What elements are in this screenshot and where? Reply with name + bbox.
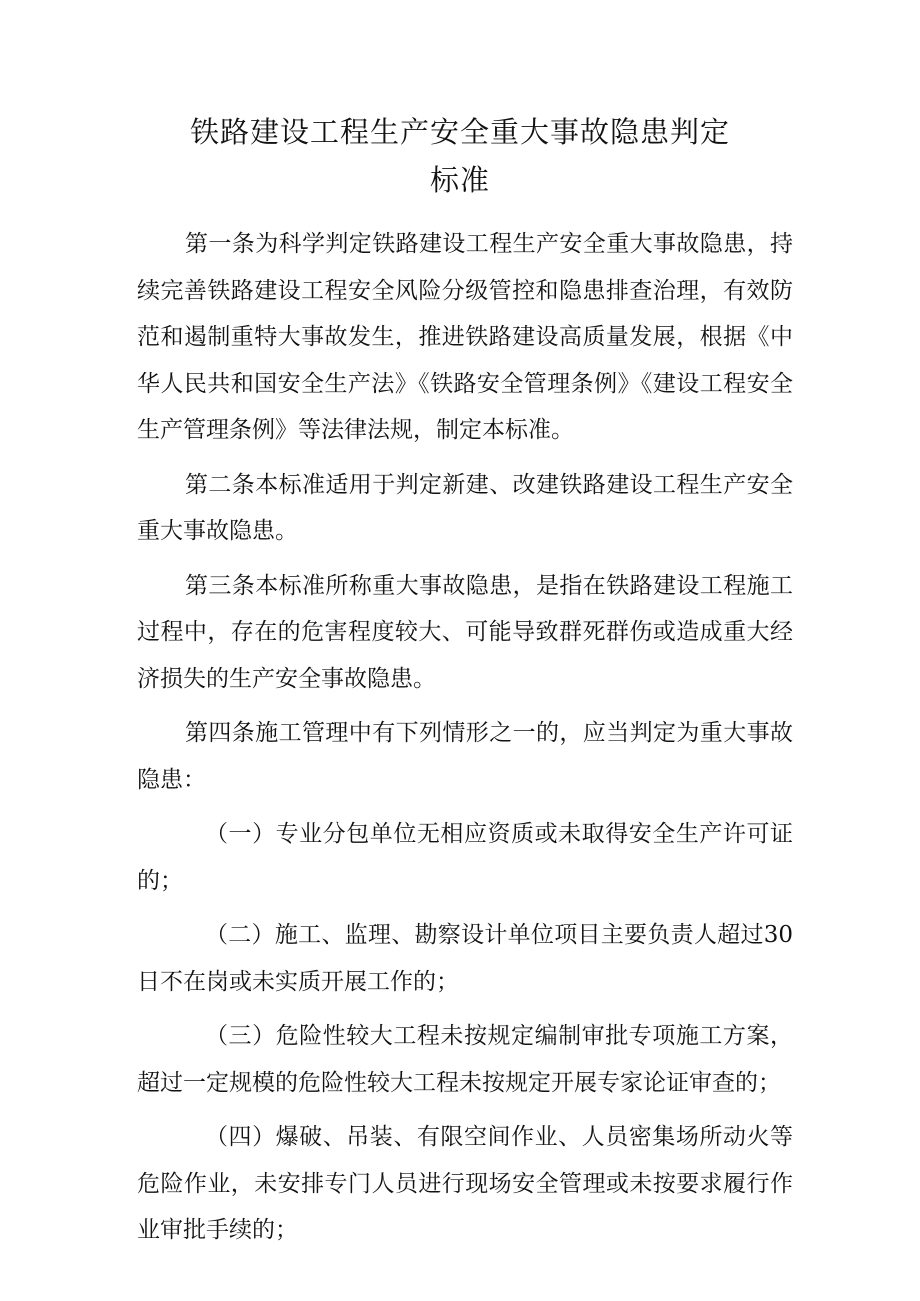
article-4-item-2: （二）施工、监理、勘察设计单位项目主要负责人超过30日不在岗或未实质开展工作的； [137,922,793,995]
document-title [130,108,790,204]
document-body [137,221,793,1262]
article-3: 第三条本标准所称重大事故隐患，是指在铁路建设工程施工过程中，存在的危害程度较大、可能导致群死群伤或造成重大经济损失的生产安全事故隐患。 [137,572,793,692]
article-2: 第二条本标准适用于判定新建、改建铁路建设工程生产安全重大事故隐患。 [137,471,793,544]
article-4-item-1: （一）专业分包单位无相应资质或未取得安全生产许可证的； [137,821,793,894]
article-4: 第四条施工管理中有下列情形之一的，应当判定为重大事故隐患： [137,720,793,793]
title-line-2: 标准 [429,163,490,197]
article-1: 第一条为科学判定铁路建设工程生产安全重大事故隐患，持续完善铁路建设工程安全风险分级管控和隐患排查治理，有效防范和遏制重特大事故发生，推进铁路建设高质量发展，根据《中华人民共和国安全生产法》《铁路安全管理条例》《建设工程安全生产管理条例》等法律法规，制定本标准。 [137,231,793,443]
title-line-1: 铁路建设工程生产安全重大事故隐患判定 [189,115,730,149]
article-4-item-4: （四）爆破、吊装、有限空间作业、人员密集场所动火等危险作业，未安排专门人员进行现场安全管理或未按要求履行作业审批手续的； [137,1124,793,1243]
article-4-item-3: （三）危险性较大工程未按规定编制审批专项施工方案，超过一定规模的危险性较大工程未按规定开展专家论证审查的； [137,1023,793,1096]
